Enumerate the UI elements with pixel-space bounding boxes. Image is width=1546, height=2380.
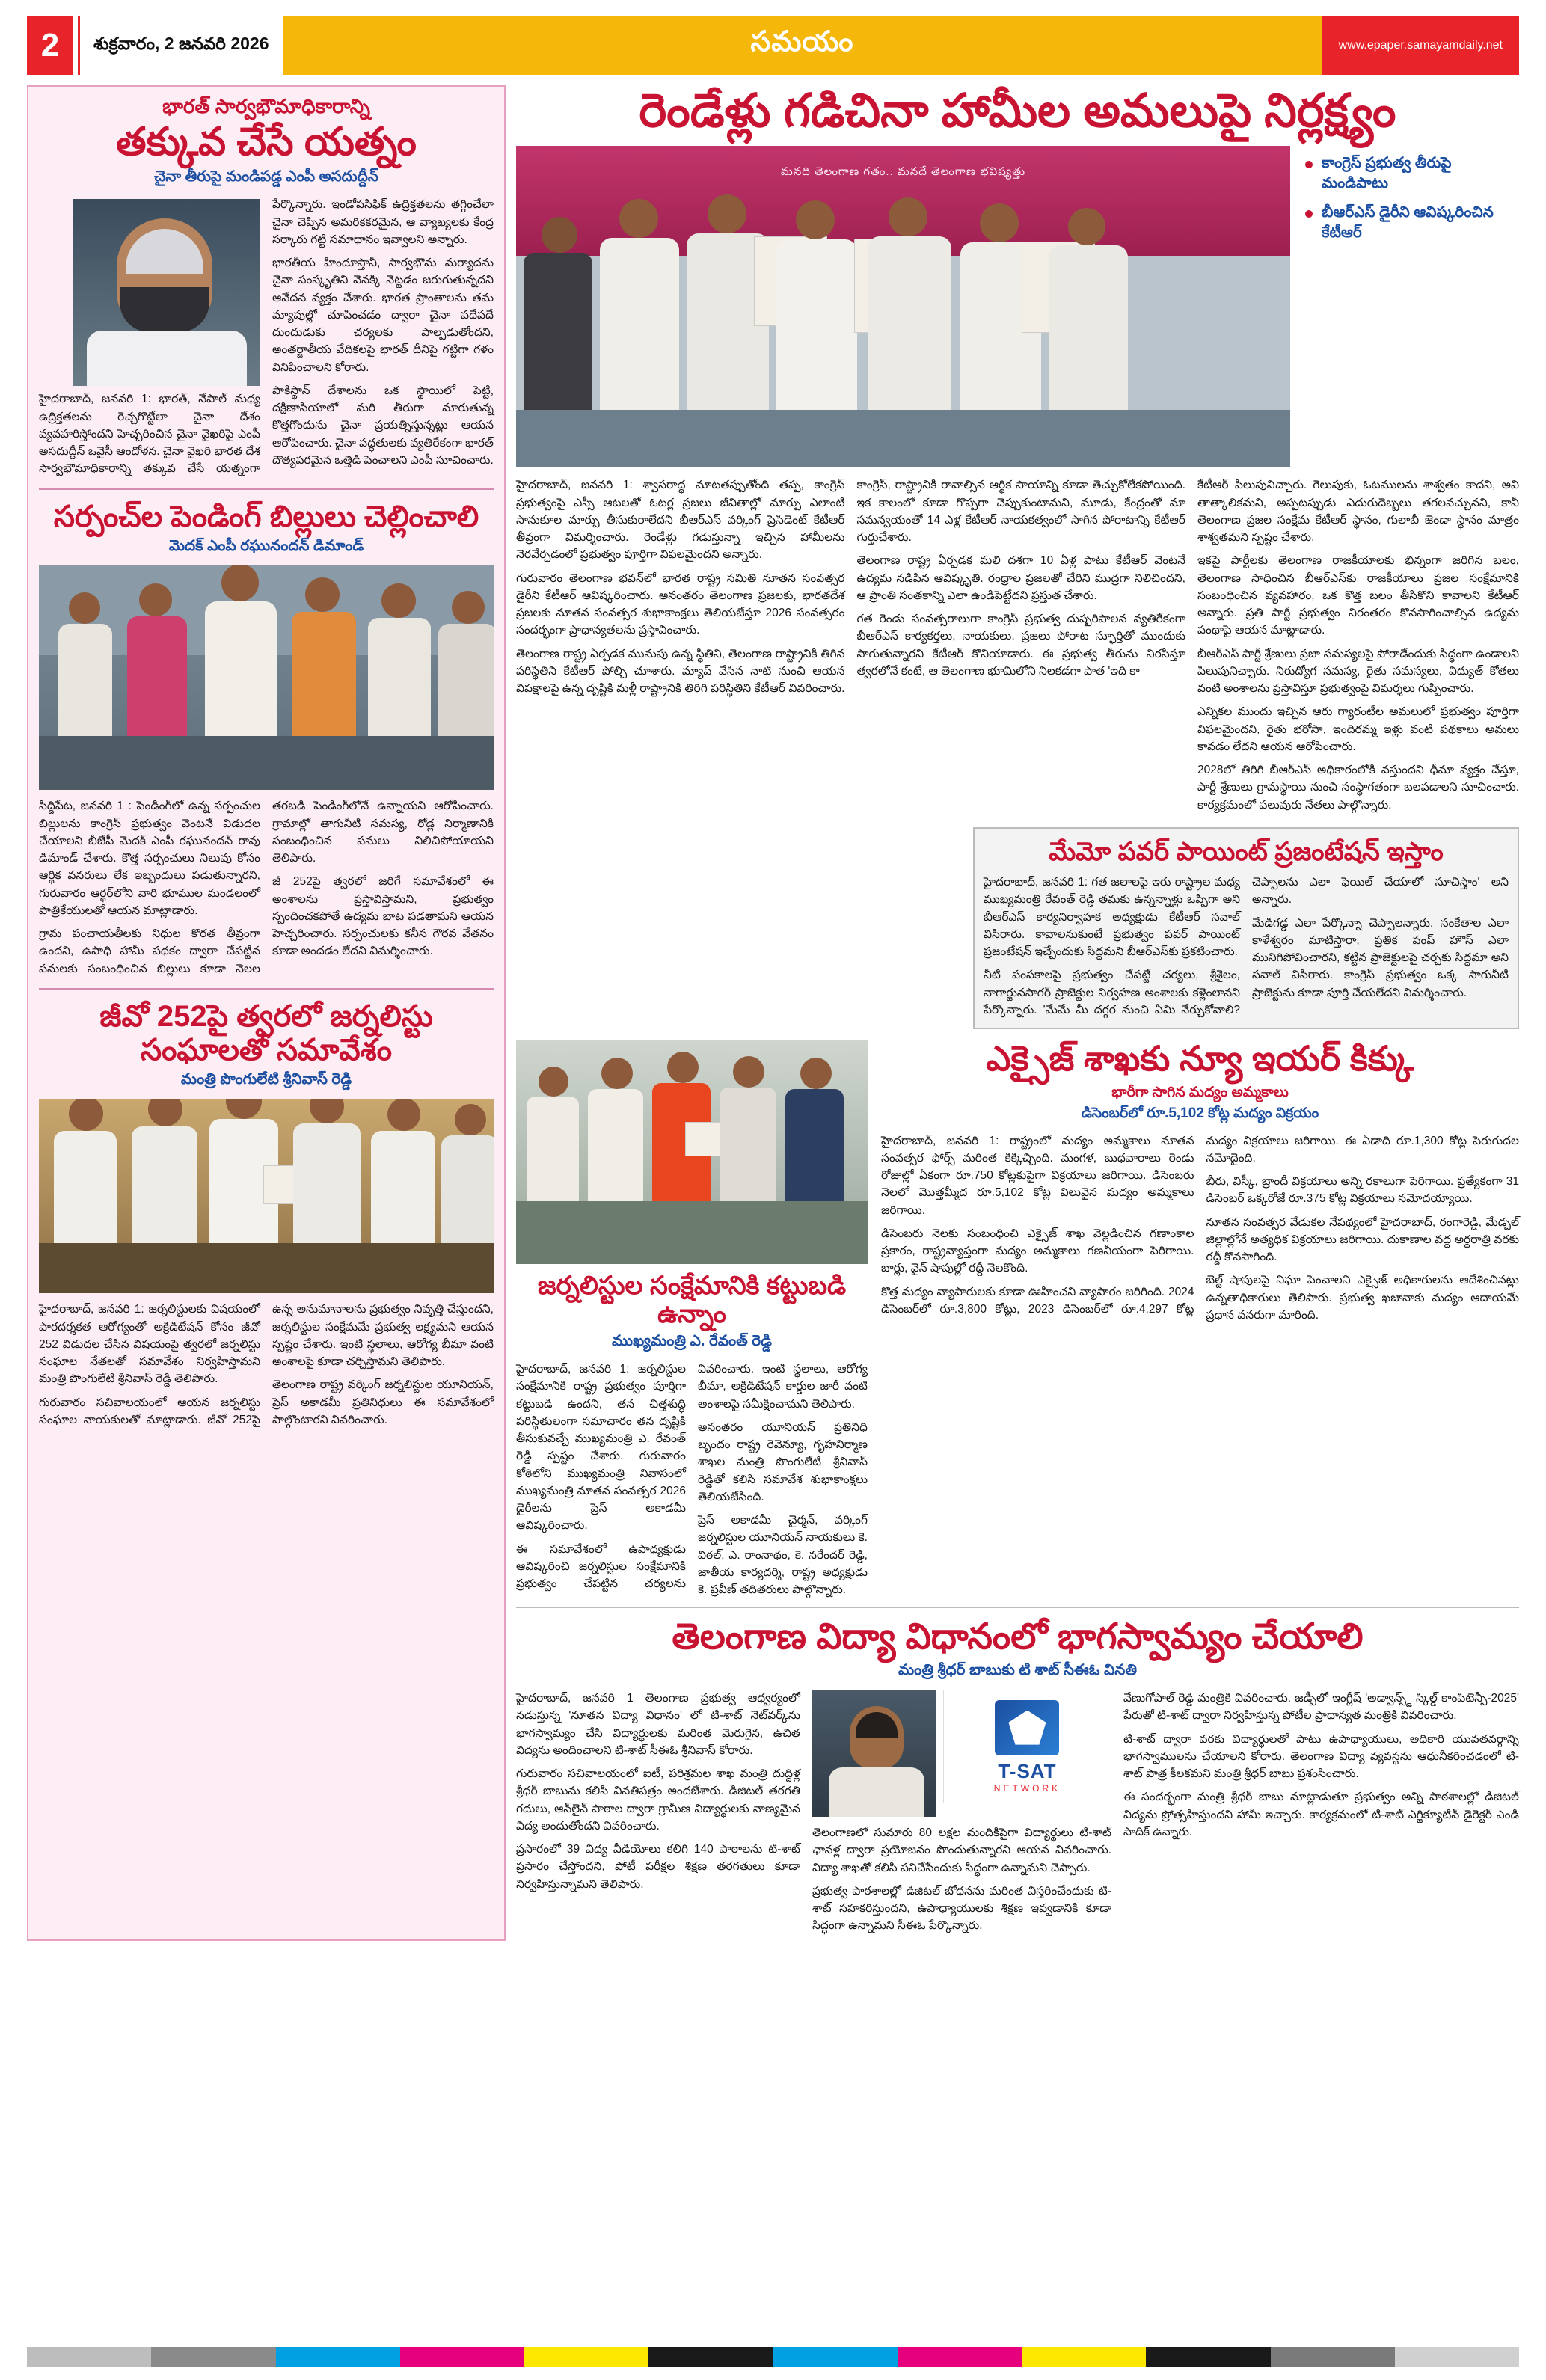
excise-subhead: భారీగా సాగిన మద్యం అమ్మకాలు <box>1111 1084 1289 1100</box>
story3-photo <box>39 1099 494 1293</box>
lead-headline: రెండేళ్లు గడిచినా హామీల అమలుపై నిర్లక్ష్యం <box>639 85 1396 137</box>
masthead-date: శుక్రవారం, 2 జనవరి 2026 <box>78 16 283 75</box>
story-asaduddin <box>39 96 494 478</box>
left-column <box>27 85 506 1941</box>
tsat-emblem-icon <box>995 1700 1059 1755</box>
edu-c3-para-0: వేణుగోపాల్ రెడ్డి మంత్రికి వివరించారు. జడ్పీలో ఇంగ్లీష్ 'అడ్వాన్స్డ్ స్కిల్డ్ కాంపిటెన్సీ-2025' పేరుతో టి-శాట్ ద్వారా నిర్వహిస్తున్న పోటీల ప్రాధాన్యత మంత్రికి వివరించారు. <box>1123 1692 1519 1723</box>
journalist-para-2: అనంతరం యూనియన్ ప్రతినిధి బృందం రాష్ట్ర రెవెన్యూ, గృహనిర్మాణ శాఖల మంత్రి పొంగులేటి శ్రీనివాస్ రెడ్డితో కలిసి సమావేశ శుభాకాంక్షలు తెలియజేసింది. <box>698 1420 868 1503</box>
masthead-website[interactable]: www.epaper.samayamdaily.net <box>1322 16 1519 75</box>
story3-para-1: గురువారం సచివాలయంలో ఆయన జర్నలిస్టు సంఘాల నాయకులతో మాట్లాడారు. జీవో 252పై ఉన్న అనుమానాలను ప్రభుత్వం నివృత్తి చేస్తుందని, జర్నలిస్టుల సంక్షేమమే ప్రభుత్వ లక్ష్యమని ఆయన స్పష్టం చేశారు. ఇంటి స్థలాలు, ఆరోగ్య బీమా వంటి అంశాలపై కూడా చర్చిస్తామని తెలిపారు. <box>39 1303 494 1426</box>
story-education <box>516 1617 1519 1940</box>
tsat-sub: NETWORK <box>993 1782 1061 1794</box>
lead-r-para-4: 2028లో తిరిగి బీఆర్ఎస్ అధికారంలోకి వస్తుందని ధీమా వ్యక్తం చేస్తూ, పార్టీ శ్రేణులు గ్రామస్థాయి నుంచి సంస్థాగతంగా బలపడాలని సూచించారు. కార్యక్రమంలో పలువురు నేతలు పాల్గొన్నారు. <box>1197 764 1519 812</box>
lead-r-para-3: ఎన్నికల ముందు ఇచ్చిన ఆరు గ్యారంటీల అమలులో ప్రభుత్వం పూర్తిగా విఫలమైందని, రైతు భరోసా, ఇందిరమ్మ ఇళ్లు వంటి పథకాలు అమలు కావడం లేదని ఆయన ఆరోపించారు. <box>1197 705 1519 753</box>
right-column <box>516 85 1519 1941</box>
story1-kicker: భారత్ సార్వభౌమాధికారాన్ని <box>162 95 370 117</box>
color-registration-bar <box>27 2347 1519 2367</box>
story3-para-2: తెలంగాణ రాష్ట్ర వర్కింగ్ జర్నలిస్టుల యూనియన్, ప్రెస్ అకాడమీ ప్రతినిధులు ఈ సమావేశంలో పాల్గొంటారని వివరించారు. <box>272 1378 494 1426</box>
story1-photo <box>73 199 260 386</box>
story3-para-0: హైదరాబాద్, జనవరి 1: జర్నలిస్టులకు విషయంలో పారదర్శకత ఆరోగ్యంతో అక్రిడిటేషన్ కోసం జీవో 252 విడుదల చేసిన విషయంపై త్వరలో జర్నలిస్టు సంఘాల నేతలతో సమావేశం నిర్వహిస్తామని మంత్రి పొంగులేటి శ్రీనివాస్ రెడ్డి తెలిపారు. <box>39 1303 260 1386</box>
journalist-photo <box>516 1040 868 1264</box>
story1-para-1: భారతీయ హిందూస్తానీ, సార్వభౌమ మర్యాదను చైనా సంస్కృతిని వెనక్కి నెట్టడం జరుగుతున్నదని ఆవేదన వ్యక్తం చేశారు. భారత ప్రాంతాలను తమ మ్యాపుల్లో చూపించడం ద్వారా చైనా పదేపదే దుందుడుకు చర్యలకు పాల్పడుతోందని, అంతర్జాతీయ వేదికలపై భారత్ దీనిపై గట్టిగా గళం వినిపించాలని కోరారు. <box>272 257 494 374</box>
excise-headline: ఎక్సైజ్ శాఖకు న్యూ ఇయర్ కిక్కు <box>986 1039 1414 1079</box>
memo-para-1: నీటి పంపకాలపై ప్రభుత్వం చేపట్టే చర్యలు, శ్రీశైలం, నాగార్జునసాగర్ ప్రాజెక్టుల నిర్వహణ అంశాలకు కళ్లెంలానని పేర్కొన్నారు. 'మేమే మీ దగ్గర నుంచి ఏమి నేర్చుకోవాలి? చెప్పాలను ఎలా ఫెయిల్ చేయాలో సూచిస్తాం' అని అన్నారు. <box>984 876 1509 1016</box>
journalist-subhead: ముఖ్యమంత్రి ఎ. రేవంత్ రెడ్డి <box>612 1333 772 1350</box>
story-go252 <box>39 1000 494 1432</box>
lead-r-para-0: కేటీఆర్ పిలుపునిచ్చారు. గెలుపుకు, ఓటములను శాశ్వతం కాదని, అవి తాత్కాలికమని, అప్పటప్పుడు ఎదురుదెబ్బలు తగలవచ్చునని, కానీ తెలంగాణ ప్రజల సంక్షేమ కేటీఆర్ స్థానం, గులాబీ జెండా స్థానం మాత్రం శాశ్వతమని స్పష్టం చేశారు. <box>1197 479 1519 545</box>
excise-para-3: బీరు, విస్కీ, బ్రాందీ విక్రయాలు అన్ని రకాలుగా పెరిగాయి. ప్రత్యేకంగా 31 డిసెంబర్ ఒక్కరోజే రూ.375 కోట్ల విక్రయాలు నమోదయ్యాయి. <box>1206 1175 1519 1206</box>
story3-headline: జీవో 252పై త్వరలో జర్నలిస్టు సంఘాలతో సమావేశం <box>99 999 433 1067</box>
story2-para-0: సిద్దిపేట, జనవరి 1 : పెండింగ్‌లో ఉన్న సర్పంచుల బిల్లులను కాంగ్రెస్ ప్రభుత్వం వెంటనే విడుదల చేయాలని బీజేపీ మెదక్ ఎంపీ రఘునందన్ రావు డిమాండ్ చేశారు. కొత్త సర్పంచులు నిలువు కోసం ఆర్థిక వనరులు లేక ఇబ్బందులు పడుతున్నారని, గురువారం ఆర్థర్‌లోని వారి భూముల మండలంలో పాత్రికేయులతో ఆయన మాట్లాడారు. <box>39 800 260 917</box>
education-subhead: మంత్రి శ్రీధర్ బాబుకు టి శాట్ సీఈఓ వినతి <box>898 1662 1137 1679</box>
lead-bullets <box>1302 153 1519 243</box>
lead-para-3: కాంగ్రెస్, రాష్ట్రానికి రావాల్సిన ఆర్థిక సాయాన్ని కూడా తెచ్చుకోలేకపోయింది. ఇక కాలంలో కూడా గొప్పగా చెప్పుకుంటామని, మూడు, కేంద్రంతో మా సమన్వయంతో 14 ఎళ్ల కేటీఆర్ నాయకత్వంలో సాగిన పోరాటాన్ని కేటీఆర్ గుర్తుచేశారు. <box>856 479 1185 545</box>
story-memo <box>973 827 1519 1029</box>
lead-bullet-1: బీఆర్ఎస్ డైరీని ఆవిష్కరించిన కేటీఆర్ <box>1302 203 1519 243</box>
lead-para-5: గత రెండు సంవత్సరాలుగా కాంగ్రెస్ ప్రభుత్వ దుష్పరిపాలన వ్యతిరేకంగా బీఆర్ఎస్ కార్యకర్తలు, నాయకులు, ప్రజలు పోరాట స్ఫూర్తితో ముందుకు సాగుతున్నారని కేటీఆర్ కొనియాడారు. ఈ ప్రభుత్వ తీరును నిరసిస్తూ త్వరలోనే కంటే, ఆ తెలంగాణ భూమిలోని నిలకడగా పాత 'ఇది కా <box>856 613 1185 678</box>
excise-para-1: డిసెంబరు నెలకు సంబంధించి ఎక్సైజ్ శాఖ వెల్లడించిన గణాంకాల ప్రకారం, రాష్ట్రవ్యాప్తంగా మద్యం అమ్మకాలు గణనీయంగా పెరిగాయి. బార్లు, వైన్ షాపుల్లో రద్దీ నెలకొంది. <box>881 1227 1194 1275</box>
masthead-title-band <box>283 16 1322 75</box>
story2-para-1: గ్రామ పంచాయతీలకు నిధుల కొరత తీవ్రంగా ఉందని, ఉపాధి హామీ పథకం ద్వారా చేపట్టిన పనులకు సంబంధించిన బిల్లులు కూడా నెలల తరబడి పెండింగ్‌లోనే ఉన్నాయని ఆరోపించారు. గ్రామాల్లో తాగునీటి సమస్య, రోడ్ల నిర్మాణానికి సంబంధించిన పనులు నిలిచిపోయాయని తెలిపారు. <box>39 800 494 975</box>
education-headline: తెలంగాణ విద్యా విధానంలో భాగస్వామ్యం చేయాలి <box>672 1617 1364 1657</box>
story1-para-2: పాకిస్థాన్ దేశాలను ఒక స్థాయిలో పెట్టి, దక్షిణాసియాలో మరి తీరుగా మారుతున్న కొత్తగొందును చైనా ప్రయత్నిస్తున్నట్లు ఆయన ఆరోపించారు. చైనా పద్ధతులకు వ్యతిరేకంగా భారత్ దౌత్యపరమైన ఒత్తిడి పెంచాలని ఎంపీ సూచించారు. <box>272 384 494 467</box>
divider-1 <box>39 488 494 490</box>
education-photo <box>812 1690 936 1817</box>
journalist-para-1: ఈ సమావేశంలో ఉపాధ్యక్షుడు ఆవిష్కరించి జర్నలిస్టుల సంక్షేమానికి ప్రభుత్వం చేపట్టిన చర్యలను వివరించారు. ఇంటి స్థలాలు, ఆరోగ్య బీమా, అక్రిడిటేషన్ కార్డుల జారీ వంటి అంశాలపై సమీక్షించామని తెలిపారు. <box>516 1363 868 1591</box>
story2-photo <box>39 565 494 790</box>
story1-para-0: హైదరాబాద్, జనవరి 1: భారత్, నేపాల్ మధ్య ఉద్రిక్తతలను రెచ్చగొట్టేలా చైనా దేశం వ్యవహరిస్తోందని హెచ్చరించిన చైనా వైఖరిపై ఎంపీ అసదుద్దీన్ ఒవైసీ ఆందోళన. చైనా వైఖరి భారత దేశ సార్వభౌమాధికారాన్ని తక్కువ చేసే యత్నంగా పేర్కొన్నారు. ఇండోపసిఫిక్ ఉద్రిక్తతలను తగ్గించేలా చైనా చెప్పిన అమరికకరమైన, ఆ వ్యాఖ్యలకు కేంద్ర సర్కారు గట్టి సమాధానం ఇవ్వాలని అన్నారు. <box>39 198 494 476</box>
divider-3 <box>516 1607 1519 1608</box>
lead-para-4: తెలంగాణ రాష్ట్ర ఏర్పడక మలి దశగా 10 ఏళ్ల పాటు కేటీఆర్ వెంటనే ఉద్యమ నడిపిన ఆవిష్కృతి. రంధ్రాల ప్రజలతో చేరిని ముద్రగా నిలిచిందని, ఆ ప్రాంతి సంతకాన్ని ఎలా ఉండిపెట్టేదని ప్రస్తుత చేశారు. <box>856 554 1185 602</box>
story1-subhead: చైనా తీరుపై మండిపడ్డ ఎంపీ అసదుద్దీన్ <box>154 168 378 185</box>
lead-para-1: గురువారం తెలంగాణ భవన్‌లో భారత రాష్ట్ర సమితి నూతన సంవత్సర డైరీని కేటీఆర్ ఆవిష్కరించారు. అనంతరం తెలంగాణ ప్రజలకు, భారతదేశ ప్రజలకు నూతన సంవత్సర శుభాకాంక్షలు తెలియజేస్తూ 2026 సంవత్సరం సందర్భంగా ప్రాధాన్యతలను ప్రస్తావించారు. <box>516 571 845 637</box>
story-journalists <box>516 1040 868 1598</box>
edu-c3-para-1: టి-శాట్ ద్వారా వరకు విద్యార్థులతో పాటు ఉపాధ్యాయులు, అధికారి యువతవర్గాన్ని భాగస్వాములను చేయాలని కోరారు. తెలంగాణ విద్యా వ్యవస్థను ఆధునీకరించడంలో టి-శాట్ పాత్ర కీలకమని మంత్రి శ్రీధర్ బాబు ప్రశంసించారు. <box>1123 1732 1519 1781</box>
journalist-para-3: ప్రెస్ అకాడమీ చైర్మన్, వర్కింగ్ జర్నలిస్టుల యూనియన్ నాయకులు కె. విఠల్, ఎ. రాంనాథం, కె. నరేందర్ రెడ్డి, జాతీయ కార్యదర్శి, రాష్ట్ర అధ్యక్షుడు కె. ప్రవీణ్ తదితరులు పాల్గొన్నారు. <box>698 1514 868 1597</box>
story2-headline: సర్పంచ్‌ల పెండింగ్ బిల్లులు చెల్లించాలి <box>53 500 479 533</box>
excise-para-4: నూతన సంవత్సర వేడుకల నేపథ్యంలో హైదరాబాద్, రంగారెడ్డి, మేడ్చల్ జిల్లాల్లోనే అత్యధిక విక్రయాలు జరిగాయి. దుకాణాల వద్ద అర్ధరాత్రి వరకు రద్దీ కొనసాగింది. <box>1206 1215 1519 1264</box>
edu-c1-para-1: గురువారం సచివాలయంలో ఐటీ, పరిశ్రమల శాఖ మంత్రి దుద్దిళ్ల శ్రీధర్ బాబును కలిసి వినతిపత్రం అందజేశారు. డిజిటల్ తరగతి గదులు, ఆన్‌లైన్ పాఠాల ద్వారా గ్రామీణ విద్యార్థులకు నాణ్యమైన విద్య అందుతోందని వివరించారు. <box>516 1767 800 1832</box>
journalist-para-0: హైదరాబాద్, జనవరి 1: జర్నలిస్టుల సంక్షేమానికి రాష్ట్ర ప్రభుత్వం పూర్తిగా కట్టుబడి ఉందని, తన చిత్తశుద్ధి పరిస్థితులంగా సమాచారం తన దృష్టికి తీసుకువచ్చే ముఖ్యమంత్రి ఎ. రేవంత్ రెడ్డి స్పష్టం చేశారు. గురువారం కోఠిలోని ముఖ్యమంత్రి నివాసంలో ముఖ్యమంత్రి నూతన సంవత్సర 2026 డైరీలను ప్రెస్ అకాడమీ ఆవిష్కరించారు. <box>516 1363 686 1533</box>
story1-headline: తక్కువ చేసే యత్నం <box>116 120 417 165</box>
lead-bullet-0: కాంగ్రెస్ ప్రభుత్వ తీరుపై మండిపాటు <box>1302 153 1519 194</box>
page-number: 2 <box>27 16 73 75</box>
story-lead <box>516 85 1519 820</box>
excise-para-2: కొత్త మద్యం వ్యాపారులకు కూడా ఊహించని వ్యాపారం జరిగింది. 2024 డిసెంబర్‌లో రూ.3,800 కోట్లు, 2023 డిసెంబర్‌లో రూ.4,297 కోట్ల మద్యం విక్రయాలు జరిగాయి. ఈ ఏడాది రూ.1,300 కోట్ల పెరుగుదల నమోదైంది. <box>881 1134 1519 1316</box>
edu-c2-para-1: ప్రభుత్వ పాఠశాలల్లో డిజిటల్ బోధనను మరింత విస్తరించేందుకు టి-శాట్ సహకరిస్తుందని, ఉపాధ్యాయులకు శిక్షణ ఇవ్వడానికి కూడా సిద్ధంగా ఉన్నామని సీఈఓ పేర్కొన్నారు. <box>812 1884 1111 1933</box>
lead-para-0: హైదరాబాద్, జనవరి 1: శ్వాసరాద్ధ మాటతప్పుతోంది తప్ప, కాంగ్రెస్ ప్రభుత్వంపై ఎస్సీ ఆటలతో ఓటర్ల ప్రజలు జీవితాల్లో మార్పు ఎలాంటి సానుకూల మార్పు తీసుకురాలేదని బీఆర్ఎస్ వర్కింగ్ ప్రెసిడెంట్ కేటీఆర్ తీవ్రంగా విమర్శించారు. రెండేళ్లు గడుస్తున్నా ఇచ్చిన హామీలను నెరవేర్చడంలో ప్రభుత్వం పూర్తిగా విఫలమైందని అన్నారు. <box>516 479 845 562</box>
masthead <box>27 16 1519 75</box>
story2-para-2: జీ 252పై త్వరలో జరిగే సమావేశంలో ఈ అంశాలను ప్రస్తావిస్తామని, ప్రభుత్వం స్పందించకపోతే ఉద్యమ బాట పడతామని ఆయన హెచ్చరించారు. సర్పంచులకు కనీస గౌరవ వేతనం కూడా అందడం లేదని విమర్శించారు. <box>272 875 494 958</box>
edu-c1-para-2: ప్రసారంలో 39 విద్య వీడియోలు కలిగి 140 పాఠాలను టి-శాట్ ప్రసారం చేస్తోందని, పోటీ పరీక్షల శిక్షణ తరగతులు కూడా నిర్వహిస్తున్నామని తెలిపారు. <box>516 1843 800 1891</box>
excise-subhead-2: డిసెంబర్‌లో రూ.5,102 కోట్ల మద్యం విక్రయం <box>1081 1105 1319 1121</box>
lead-r-para-2: బీఆర్ఎస్ పార్టీ శ్రేణులు ప్రజా సమస్యలపై పోరాడేందుకు సిద్ధంగా ఉండాలని పిలుపునిచ్చారు. నిరుద్యోగ సమస్య, రైతు సమస్యలు, విద్యుత్ కోతలు వంటి అంశాలను ప్రస్తావిస్తూ ప్రభుత్వంపై విమర్శలు గుప్పించారు. <box>1197 647 1519 696</box>
lead-para-2: తెలంగాణ రాష్ట్ర ఏర్పడక మునుపు ఉన్న స్థితిని, తెలంగాణ రాష్ట్రానికి తిగిన పరిస్థితిని కేటీఆర్ పోల్చి చూశారు. మ్యాప్ వేసిన నాటి నుంచి ఆయన విపక్షాలపై ఉన్న దృష్టికి మళ్లీ రాష్ట్రానికి తిరిగి పరిస్థితిని కేటీఆర్ వివరించారు. <box>516 647 845 696</box>
edu-c1-para-0: హైదరాబాద్, జనవరి 1 తెలంగాణ ప్రభుత్వ ఆధ్వర్యంలో నడుస్తున్న 'నూతన విద్యా విధానం' లో టి-శాట్ నెట్‌వర్క్‌ను భాగస్వామ్యం చేసి విద్యార్థులకు మరింత మెరుగైన, ఉచిత విద్యను అందించాలని టి-శాట్ సీఈఓ శ్రీనివాస్ కోరారు. <box>516 1692 800 1757</box>
story3-subhead: మంత్రి పొంగులేటి శ్రీనివాస్ రెడ్డి <box>180 1071 352 1088</box>
story-sarpanch-bills <box>39 500 494 978</box>
story-excise <box>881 1040 1519 1598</box>
excise-para-0: హైదరాబాద్, జనవరి 1: రాష్ట్రంలో మద్యం అమ్మకాలు నూతన సంవత్సర ఫోర్స్ మరింత కిక్కిచ్చింది. మంగళ, బుధవారాలు రెండు రోజుల్లో ఏకంగా రూ.750 కోట్లకుపైగా విక్రయాలు జరిగాయి. డిసెంబరు నెలలో మొత్తమ్మీద రూ.5,102 కోట్ల విలువైన మద్యం అమ్మకాలు జరిగాయి. <box>881 1134 1194 1217</box>
newspaper-page <box>0 16 1546 2380</box>
edu-c2-para-0: తెలంగాణలో సుమారు 80 లక్షల మందికిపైగా విద్యార్థులు టి-శాట్ ఛానళ్ల ద్వారా ప్రయోజనం పొందుతున్నారని ఆయన వివరించారు. విద్యా శాఖతో కలిసి పనిచేసేందుకు సిద్ధంగా ఉన్నామని చెప్పారు. <box>812 1827 1111 1874</box>
tsat-logo-block <box>943 1690 1111 1803</box>
story2-subhead: మెదక్ ఎంపీ రఘునందన్ డిమాండ్ <box>168 538 364 555</box>
divider-2 <box>39 988 494 990</box>
page-content <box>27 85 1519 1941</box>
tsat-name: T-SAT <box>998 1759 1057 1782</box>
lead-photo-banner-text: మనది తెలంగాణ గతం.. మనదే తెలంగాణ భవిష్యత్తు <box>780 165 1026 179</box>
edu-c3-para-2: ఈ సందర్భంగా మంత్రి శ్రీధర్ బాబు మాట్లాడుతూ ప్రభుత్వం అన్ని పాఠశాలల్లో డిజిటల్ విద్యను ప్రోత్సహిస్తుందని హామీ ఇచ్చారు. కార్యక్రమంలో టి-శాట్ ఎగ్జిక్యూటివ్ డైరెక్టర్ ఎండి సాదిక్ ఉన్నారు. <box>1123 1791 1519 1838</box>
memo-headline: మేమో పవర్ పాయింట్ ప్రజంటేషన్ ఇస్తాం <box>1049 837 1444 866</box>
memo-para-2: మేడిగడ్డ ఎలా పేర్కొన్నా చెప్పాలన్నారు. సంకేతాల ఎలా కాళేశ్వరం మాటిస్తారా, ప్రతిక పంప్ హౌస్ ఎలా మునిగిపోవించారని, కట్టిన ప్రాజెక్టులపై చర్చకు సిద్ధమా అని సవాల్ విసిరారు. కాంగ్రెస్ ప్రభుత్వం ఒక్క సాగునీటి ప్రాజెక్టును కూడా పూర్తి చేయలేదని విమర్శించారు. <box>1252 916 1509 999</box>
journalist-headline: జర్నలిస్టుల సంక్షేమానికి కట్టుబడి ఉన్నాం <box>537 1272 847 1329</box>
excise-para-5: బెల్ట్ షాపులపై నిఘా పెంచాలని ఎక్సైజ్ అధికారులను ఆదేశించినట్లు ఉన్నతాధికారులు తెలిపారు. ప్రభుత్వ ఖజానాకు మద్యం ఆదాయమే ప్రధాన వనరుగా మారింది. <box>1206 1274 1519 1322</box>
masthead-title: సమయం <box>750 26 854 58</box>
lead-photo <box>516 146 1290 467</box>
memo-para-0: హైదరాబాద్, జనవరి 1: గత జలాలపై ఇరు రాష్ట్రాల మధ్య ముఖ్యమంత్రి రేవంత్ రెడ్డి తమకు ఉన్నన్నాళ్లు ఒప్పిగా అని బీఆర్ఎస్ కార్యనిర్వాహక అధ్యక్షుడు కేటీఆర్ సవాల్ విసిరారు. కావాలనుకుంటే ప్రభుత్వం పవర్ పాయింట్ ప్రజంటేషన్ ఇచ్చేందుకు సిద్ధమని బీఆర్ఎస్‌కు ప్రకటించారు. <box>984 876 1240 959</box>
lead-r-para-1: ఇకపై పార్టీలకు తెలంగాణ రాజకీయాలకు భిన్నంగా జరిగిన బలం, తెలంగాణ సాధించిన బీఆర్ఎస్‌కు రాజకీయాలు ప్రజల సంక్షేమానికి సంబంధించిన వ్యవహారం, ఒక కొత్త బలం తీసికొని కావాలని కేటీఆర్ అన్నారు. ప్రతి పార్టీ ప్రభుత్వం నిరంతరం కొనసాగించాల్సిన ఉద్యమ పంథాపై ఆయన మాట్లాడారు. <box>1197 554 1519 637</box>
